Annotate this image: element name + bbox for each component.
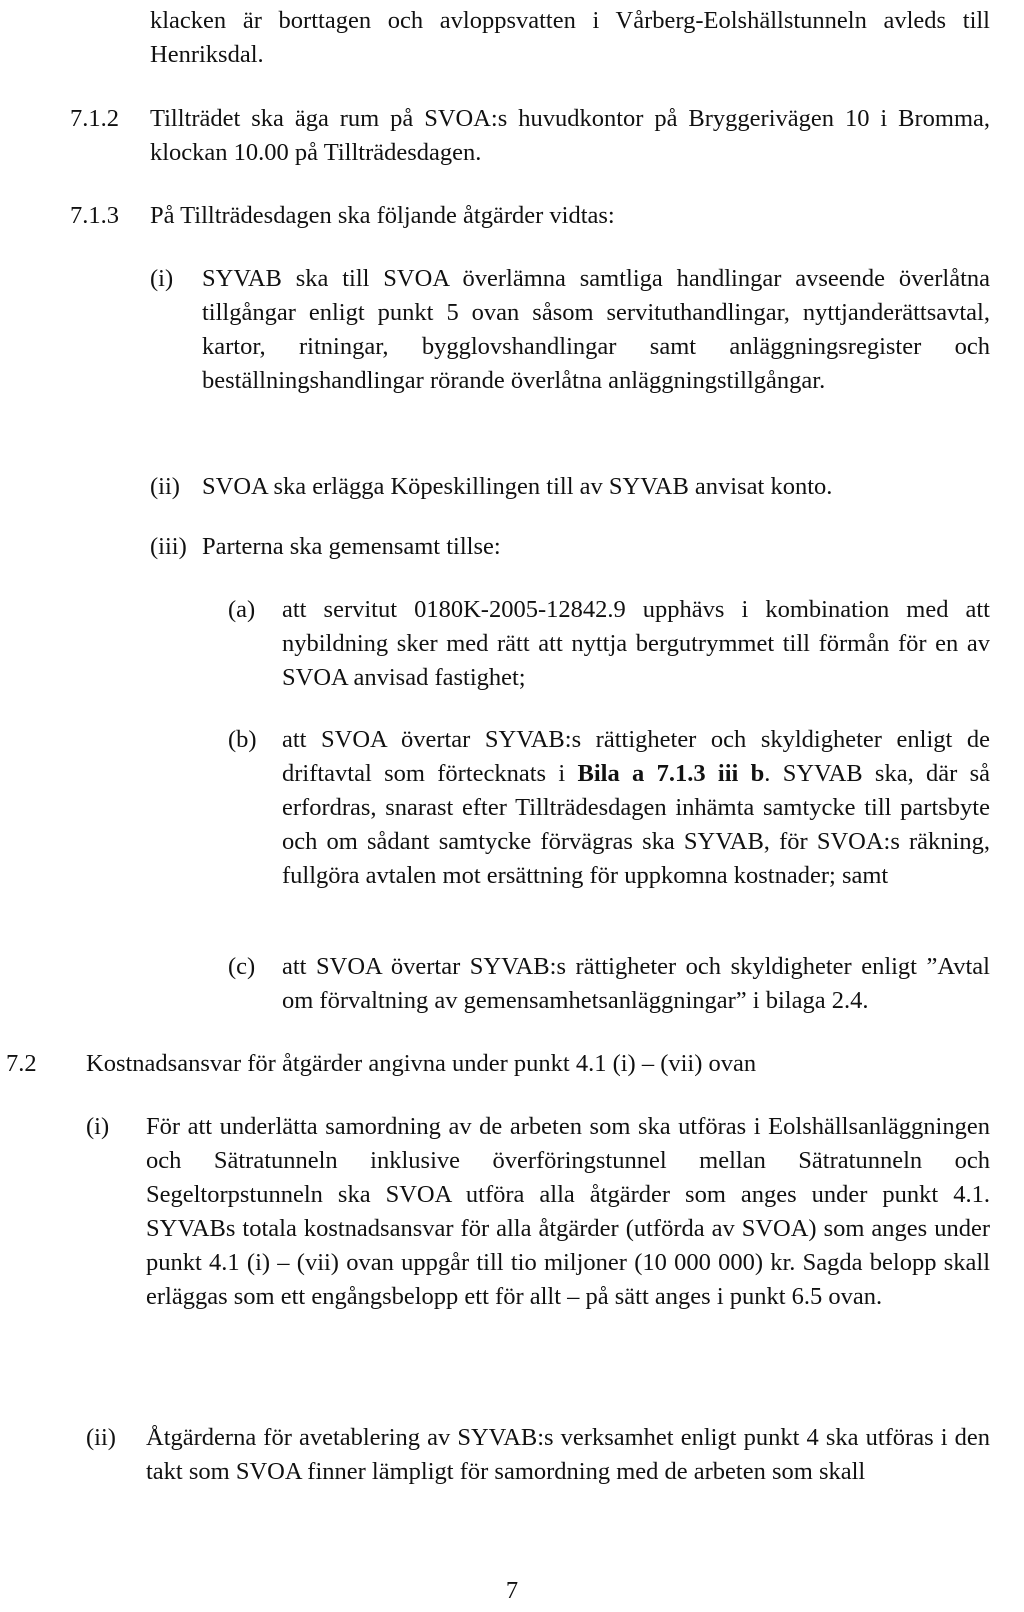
item-7-1-3-iii	[202, 530, 990, 564]
item-7-2-i	[146, 1110, 990, 1314]
subitem-c	[282, 950, 990, 1018]
item-7-1-3-ii-text: SVOA ska erlägga Köpeskillingen till av SYVAB anvisat konto.	[202, 473, 833, 500]
section-number-7-2: 7.2	[6, 1050, 37, 1077]
item-7-1-3-iii-text: Parterna ska gemensamt tillse:	[202, 533, 501, 560]
subitem-a-text: att servitut 0180K-2005-12842.9 upphävs i kombination med att nybildning sker med rätt att nyttja bergutrymmet till förmån för en av SVOA anvisad fastighet;	[282, 596, 990, 691]
subitem-label-b: (b)	[228, 726, 257, 753]
item-label-7-1-3-ii: (ii)	[150, 473, 180, 500]
subitem-label-c: (c)	[228, 953, 256, 980]
item-label-7-1-3-iii: (iii)	[150, 533, 187, 560]
item-7-1-3-i	[202, 262, 990, 398]
item-label-7-2-i: (i)	[86, 1113, 110, 1140]
item-7-1-3-i-text: SYVAB ska till SVOA överlämna samtliga handlingar avseende överlåtna tillgångar enligt punkt 5 ovan såsom servituthandlingar, nyttjanderättsavtal, kartor, ritningar, bygglovshandlingar samt anläggningsregister och beställningshandlingar rörande överlåtna anläggningstillgångar.	[202, 265, 990, 394]
section-7-1-3-heading	[150, 199, 990, 233]
item-7-2-ii	[146, 1421, 990, 1489]
subitem-b-text	[282, 723, 990, 893]
item-7-2-i-text: För att underlätta samordning av de arbeten som ska utföras i Eolshällsanläggningen och Sätratunneln inklusive överföringstunnel mellan Sätratunneln och Segeltorpstunneln ska SVOA utföra alla åtgärder som anges under punkt 4.1. SYVABs totala kostnadsansvar för alla åtgärder (utförda av SVOA) som anges under punkt 4.1 (i) – (vii) ovan uppgår till tio miljoner (10 000 000) kr. Sagda belopp skall erläggas som ett engångsbelopp ett för allt – på sätt anges i punkt 6.5 ovan.	[146, 1113, 990, 1310]
section-7-2-title: Kostnadsansvar för åtgärder angivna under punkt 4.1 (i) – (vii) ovan	[86, 1050, 757, 1077]
subitem-b-text-part1: att SVOA övertar SYVAB:s rättigheter och skyldigheter enligt de driftavtal som förtecknats i	[282, 726, 990, 787]
item-label-7-1-3-i: (i)	[150, 265, 174, 292]
bilaga-reference: Bila a 7.1.3 iii b	[577, 760, 765, 787]
intro-paragraph	[150, 4, 990, 72]
subitem-b	[282, 723, 990, 893]
subitem-a	[282, 593, 990, 695]
subitem-b-text-part2: . SYVAB ska, där så erfordras, snarast efter Tillträdesdagen inhämta samtycke till partsbyte och om sådant samtycke förvägras ska SYVAB, för SVOA:s räkning, fullgöra avtalen mot ersättning för uppkomna kostnader; samt	[282, 760, 991, 889]
page-number: 7	[505, 1577, 519, 1604]
section-7-1-2-text: Tillträdet ska äga rum på SVOA:s huvudkontor på Bryggerivägen 10 i Bromma, klockan 10.00 på Tillträdesdagen.	[150, 105, 990, 166]
subitem-label-a: (a)	[228, 596, 256, 623]
section-7-1-3-text: På Tillträdesdagen ska följande åtgärder vidtas:	[150, 202, 615, 229]
item-7-2-ii-text: Åtgärderna för avetablering av SYVAB:s verksamhet enligt punkt 4 ska utföras i den takt som SVOA finner lämpligt för samordning med de arbeten som skall	[146, 1424, 990, 1485]
section-number-7-1-2: 7.1.2	[70, 105, 119, 132]
subitem-c-text: att SVOA övertar SYVAB:s rättigheter och skyldigheter enligt ”Avtal om förvaltning av gemensamhetsanläggningar” i bilaga 2.4.	[282, 953, 990, 1014]
section-number-7-1-3: 7.1.3	[70, 202, 119, 229]
item-7-1-3-ii	[202, 470, 990, 504]
item-label-7-2-ii: (ii)	[86, 1424, 116, 1451]
section-7-1-2-paragraph	[150, 102, 990, 170]
section-7-2-heading	[86, 1047, 990, 1081]
intro-text: klacken är borttagen och avloppsvatten i Vårberg-Eolshällstunneln avleds till Henriksdal.	[150, 7, 990, 68]
